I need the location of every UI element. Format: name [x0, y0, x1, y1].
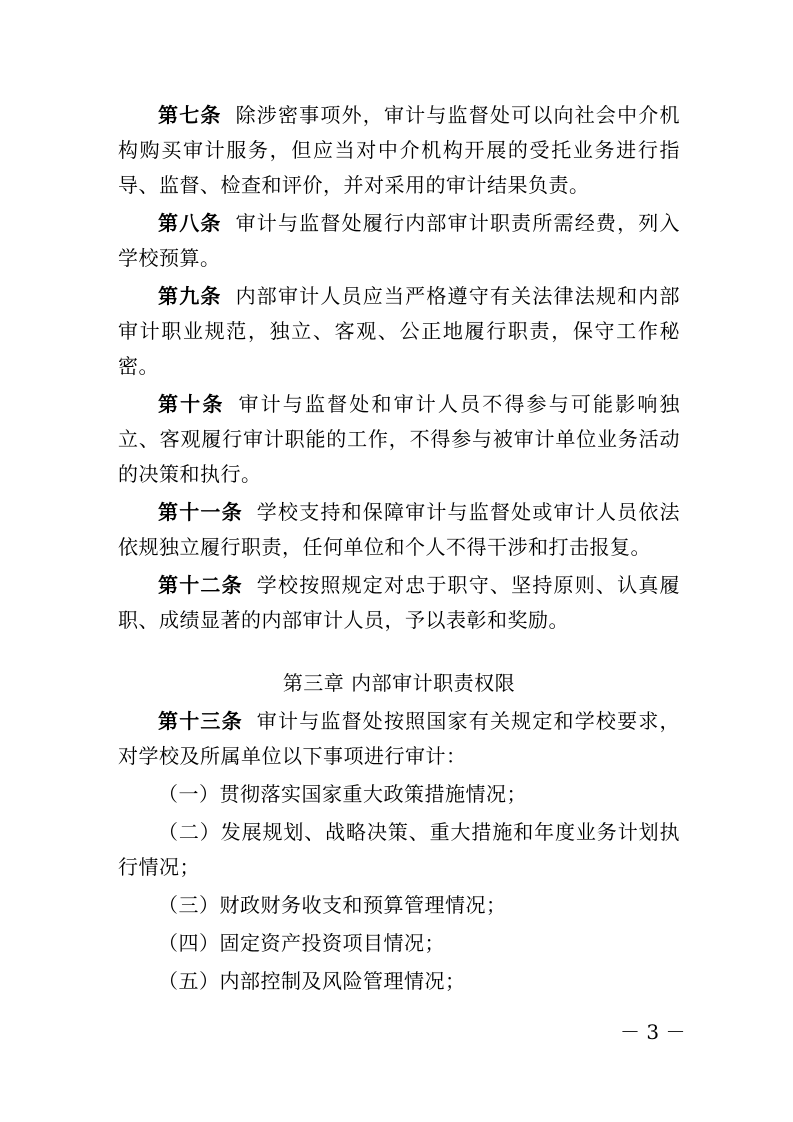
list-item: （三）财政财务收支和预算管理情况； — [158, 893, 507, 917]
article-12 — [118, 568, 680, 638]
document-body — [118, 98, 680, 1002]
article-11 — [118, 495, 680, 565]
article-label: 第十三条 — [158, 709, 243, 733]
article-label: 第十条 — [158, 392, 225, 416]
article-text: 审计与监督处和审计人员不得参与可能影响独立、客观履行审计职能的工作，不得参与被审计单位业务活动的决策和执行。 — [118, 392, 681, 486]
list-item: （二）发展规划、战略决策、重大措施和年度业务计划执行情况； — [118, 820, 680, 879]
article-text: 内部审计人员应当严格遵守有关法律法规和内部审计职业规范，独立、客观、公正地履行职责，保守工作秘密。 — [118, 284, 681, 378]
article-text: 除涉密事项外，审计与监督处可以向社会中介机构购买审计服务，但应当对中介机构开展的受托业务进行指导、监督、检查和评价，并对采用的审计结果负责。 — [118, 103, 681, 197]
article-7 — [118, 98, 680, 203]
article-label: 第十一条 — [158, 500, 243, 524]
article-label: 第七条 — [158, 103, 222, 127]
article-text: 审计与监督处履行内部审计职责所需经费，列入学校预算。 — [118, 211, 681, 270]
list-item: （四）固定资产投资项目情况； — [158, 931, 445, 955]
article-label: 第九条 — [158, 284, 222, 308]
list-item: （五）内部控制及风险管理情况； — [158, 969, 466, 993]
page-number: － 3 － — [620, 1020, 686, 1044]
chapter-title: 第三章 内部审计职责权限 — [282, 671, 516, 695]
article-label: 第十二条 — [158, 573, 243, 597]
list-item: （一）贯彻落实国家重大政策措施情况； — [158, 782, 527, 806]
article-text: 学校支持和保障审计与监督处或审计人员依法依规独立履行职责，任何单位和个人不得干涉和打击报复。 — [118, 500, 681, 559]
article-text: 审计与监督处按照国家有关规定和学校要求，对学校及所属单位以下事项进行审计： — [118, 709, 681, 768]
article-label: 第八条 — [158, 211, 222, 235]
article-8 — [118, 206, 680, 276]
article-10 — [118, 387, 680, 492]
article-13 — [118, 704, 680, 774]
article-9 — [118, 279, 680, 384]
article-text: 学校按照规定对忠于职守、坚持原则、认真履职、成绩显著的内部审计人员，予以表彰和奖励。 — [118, 573, 681, 632]
